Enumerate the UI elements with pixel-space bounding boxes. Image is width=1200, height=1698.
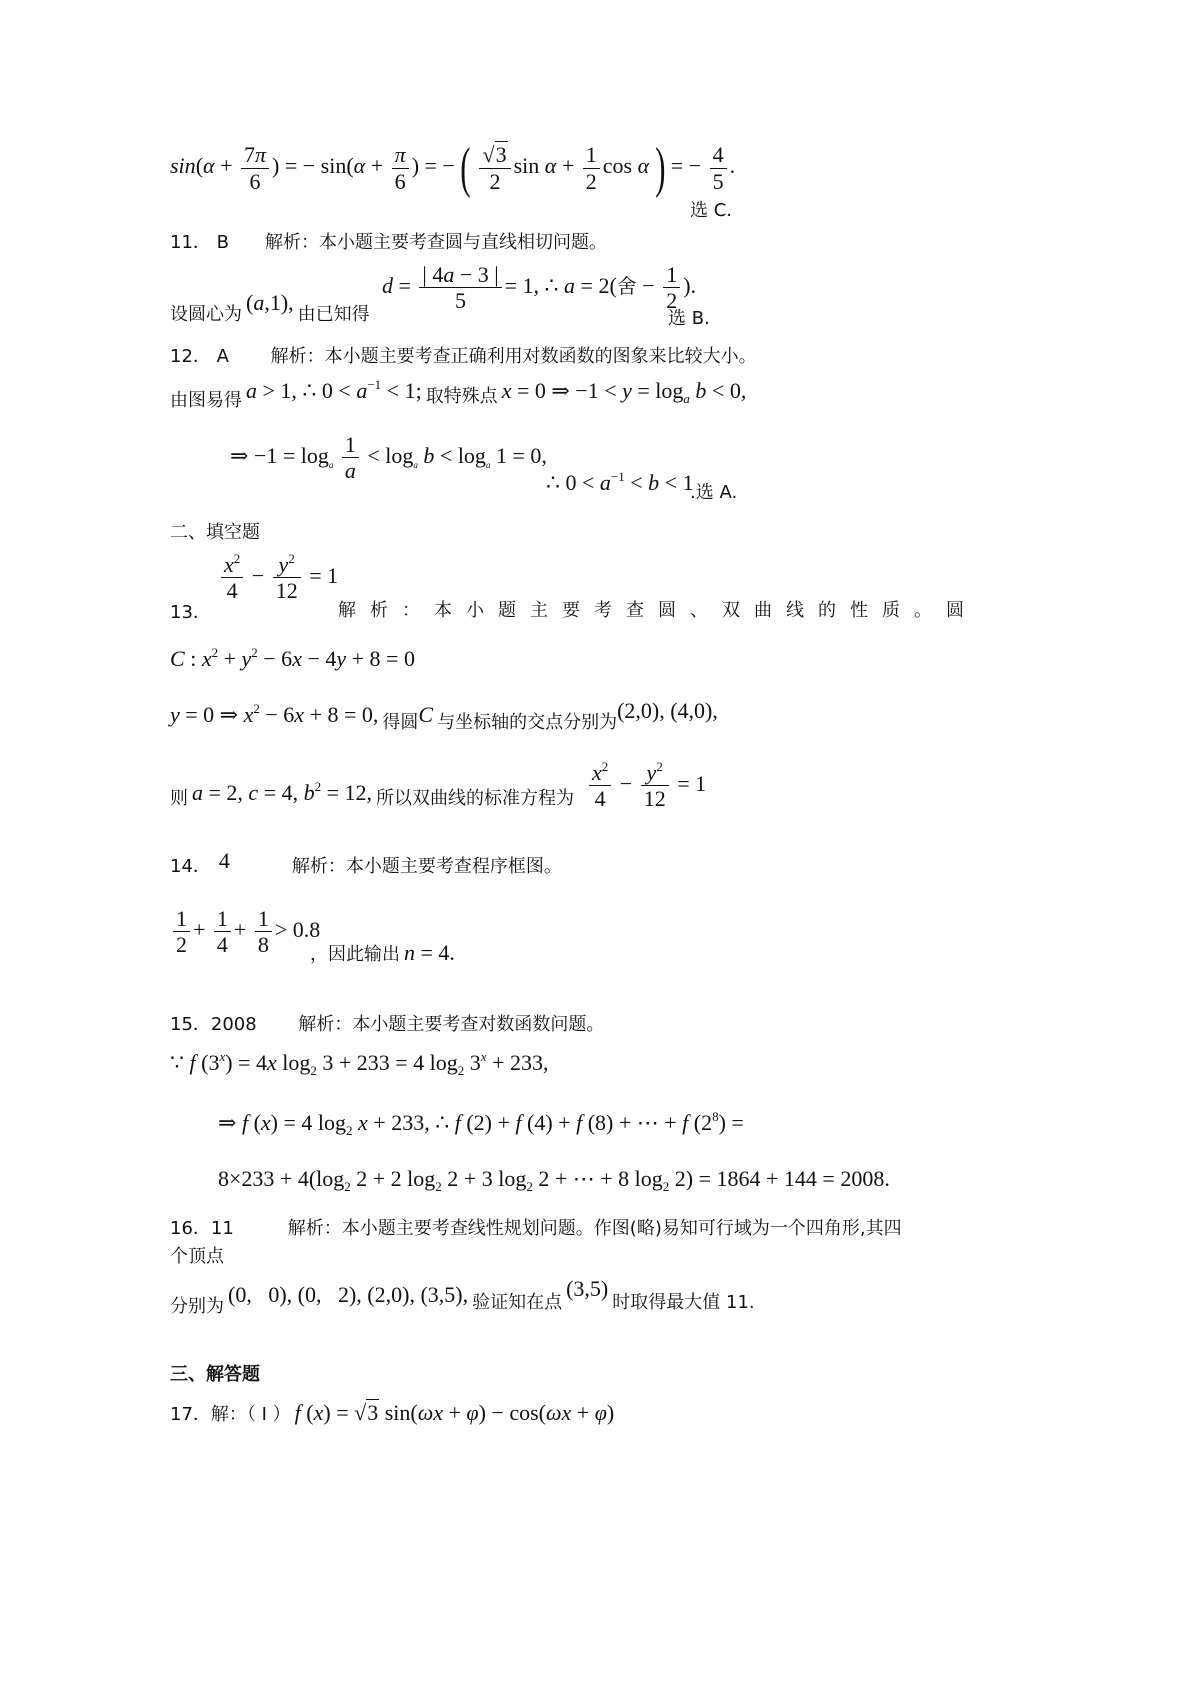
q17-heading: 17．解：（ I ） xyxy=(170,1404,291,1425)
q15-line2: ⇒ f (x) = 4 $\log_2 x + 233$, ∴ f (2) + f (4) + f (8) + ⋯ + f $(2^8)$ = xyxy=(218,1109,744,1138)
q12-line2: ⇒ $-1 = \log_a$ $\frac{1}{a}$ < $\log_a b < \log_a 1 = 0$, xyxy=(230,432,547,484)
q12-choice: .选 A. xyxy=(690,482,738,503)
q13-line4: 则 a = 2, c = 4, $b^2 = 12$, 所以双曲线的标准方程为 xyxy=(170,779,575,809)
q11-mid: 由已知得 xyxy=(297,304,370,325)
q16-heading: 16．11 解析：本小题主要考查线性规划问题。作图(略)易知可行域为一个四角形,其四 xyxy=(170,1218,902,1239)
q14-output: ，因此输出 n = 4. xyxy=(310,940,455,965)
q15-line3: $8\times 233 + 4(\log_2$ 2 + 2 $\log_2 2 + 3$ $\log_2 2$ + ⋯ + 8 $\log_2 2) = 1864 + 144 = 2008$. xyxy=(218,1166,890,1194)
section-answer-heading: 三、解答题 xyxy=(170,1364,260,1385)
q15-line1: ∵ f $(3^x) = 4x$ $\log_2 3 + 233 = 4$ $\log_2 3^x + 233$, xyxy=(170,1049,549,1078)
q11-formula: d = $\frac{| 4a - 3 |}{5}$ = 1, ∴ a = 2(舍 − $\frac{1}{2}$ ). xyxy=(382,262,697,314)
q15-heading: 15．2008 解析：本小题主要考查对数函数问题。 xyxy=(170,1014,605,1035)
q16-suffix: 时取得最大值 11. xyxy=(612,1292,755,1313)
section-fill-in-heading: 二、填空题 xyxy=(170,522,260,543)
q17-line: 17．解：（ I ） f (x) = √3 sin(ωx + φ) − cos(ωx + φ) xyxy=(170,1400,615,1425)
q16-line: 分别为 (0, 0), (0, 2), (2,0), (3,5), 验证知在点 (3,5) 时取得最大值 11. xyxy=(170,1276,755,1317)
q13-text: 解析：本小题主要考查圆、双曲线的性质。圆 xyxy=(338,600,978,621)
q13-answer: $\frac{x^2}{4}$ − $\frac{y^2}{12}$ = 1 xyxy=(218,552,338,604)
q12-line2b: ∴ $0 < a^{-1} < b < 1$ xyxy=(546,469,694,495)
q13-line3: y = 0 ⇒ $x^2 - 6x + 8 = 0$, 得圆C 与坐标轴的交点分别为(2,0), (4,0), xyxy=(170,698,718,733)
q14-text: 解析：本小题主要考查程序框图。 xyxy=(291,856,562,877)
q13-std: 所以双曲线的标准方程为 xyxy=(376,788,575,809)
q13-circle-eq: C : $x^2 + y^2 - 6x - 4y + 8 = 0$ xyxy=(170,645,415,671)
q16-mid: 验证知在点 xyxy=(472,1292,563,1313)
q14-out-text: ，因此输出 xyxy=(310,944,400,965)
q12-prefix: 由图易得 xyxy=(170,390,242,411)
q11-heading: 11． B 解析：本小题主要考查圆与直线相切问题。 xyxy=(170,232,607,253)
q12-mid: 取特殊点 xyxy=(425,386,498,407)
sin-formula-line: sin(α + $\frac{7\pi}{6}$ ) = − sin(α + $\frac{\pi}{6}$ ) = − ( $\frac{√3}{2}$ sin α + $\frac{1}{2}$ cos α ) = − $\frac{4}{5}$ . xyxy=(170,137,736,199)
q13-circle-text2: 与坐标轴的交点分别为 xyxy=(437,712,618,733)
q13-number: 13． xyxy=(170,602,211,623)
q14-answer: 4 xyxy=(218,848,230,873)
q14-heading xyxy=(170,848,562,878)
q13-then: 则 xyxy=(170,788,188,809)
q14-number: 14． xyxy=(170,856,211,877)
q13-final-eq: $\frac{x^2}{4}$ − $\frac{y^2}{12}$ = 1 xyxy=(586,760,706,812)
q14-formula-line: $\frac{1}{2}$ + $\frac{1}{4}$ + $\frac{1}{8}$ > 0.8 xyxy=(170,906,320,958)
q12-line1: 由图易得 a > 1, ∴ $0 < a^{-1} < 1$; 取特殊点 x = 0 ⇒ $-1 < y = \log_a b < 0$, xyxy=(170,377,747,411)
q11-choice: 选 B. xyxy=(668,308,710,329)
q13-circle-text: 得圆 xyxy=(382,712,419,733)
q12-heading: 12． A 解析：本小题主要考查正确利用对数函数的图象来比较大小。 xyxy=(170,346,757,367)
sin-choice: 选 C. xyxy=(690,200,733,221)
q11-line: 设圆心为 (a,1), 由已知得 xyxy=(170,290,370,325)
q16-heading2: 个顶点 xyxy=(170,1246,224,1267)
q11-prefix: 设圆心为 xyxy=(170,304,242,325)
q16-prefix: 分别为 xyxy=(170,1296,224,1317)
